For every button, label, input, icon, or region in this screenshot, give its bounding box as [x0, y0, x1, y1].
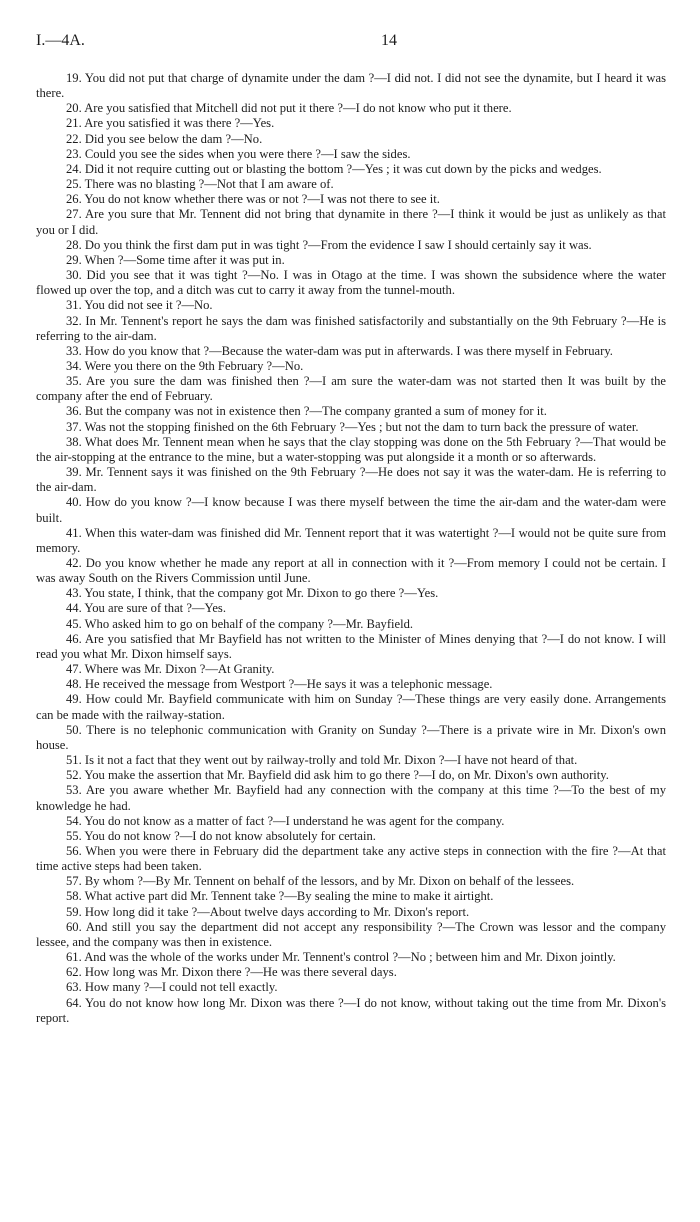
question-answer: 30. Did you see that it was tight ?—No. I was in Otago at the time. I was shown the subsidence where the water flowed up over the top, and a ditch was cut to carry it away from the tunnel-mouth.	[36, 268, 666, 298]
question-answer: 62. How long was Mr. Dixon there ?—He was there several days.	[66, 965, 397, 980]
question-answer: 47. Where was Mr. Dixon ?—At Granity.	[66, 662, 275, 677]
question-answer: 52. You make the assertion that Mr. Bayfield did ask him to go there ?—I do, on Mr. Dixon's own authority.	[66, 768, 609, 783]
question-answer: 63. How many ?—I could not tell exactly.	[66, 980, 278, 995]
question-answer: 61. And was the whole of the works under Mr. Tennent's control ?—No ; between him and Mr. Dixon jointly.	[66, 950, 616, 965]
question-answer: 45. Who asked him to go on behalf of the company ?—Mr. Bayfield.	[66, 616, 414, 631]
question-answer: 21. Are you satisfied it was there ?—Yes.	[66, 116, 275, 131]
question-answer: 43. You state, I think, that the company got Mr. Dixon to go there ?—Yes.	[66, 586, 439, 601]
question-answer: 39. Mr. Tennent says it was finished on the 9th February ?—He does not say it was the water-dam. He is referring to the air-dam.	[36, 465, 666, 495]
question-answer: 56. When you were there in February did the department take any active steps in connection with the fire ?—At that time active steps had been taken.	[36, 843, 666, 874]
question-answer: 44. You are sure of that ?—Yes.	[66, 601, 226, 616]
question-answer: 25. There was no blasting ?—Not that I am aware of.	[66, 177, 334, 192]
question-answer: 35. Are you sure the dam was finished then ?—I am sure the water-dam was not started then It was built by the company after the end of February.	[36, 374, 666, 404]
question-answer: 20. Are you satisfied that Mitchell did not put it there ?—I do not know who put it there.	[66, 101, 512, 116]
question-answer: 48. He received the message from Westport ?—He says it was a telephonic message.	[66, 677, 493, 692]
question-answer: 24. Did it not require cutting out or blasting the bottom ?—Yes ; it was cut down by the picks and wedges.	[66, 161, 602, 176]
page-number: 14	[381, 32, 397, 49]
evidence-transcript	[36, 71, 666, 1026]
question-answer: 28. Do you think the first dam put in was tight ?—From the evidence I saw I should certainly say it was.	[66, 237, 592, 252]
question-answer: 41. When this water-dam was finished did Mr. Tennent report that it was watertight ?—I would not be quite sure from memory.	[36, 525, 666, 555]
question-answer: 57. By whom ?—By Mr. Tennent on behalf of the lessors, and by Mr. Dixon on behalf of the lessees.	[66, 874, 575, 889]
question-answer: 50. There is no telephonic communication with Granity on Sunday ?—There is a private wire in Mr. Dixon's own house.	[36, 722, 666, 752]
question-answer: 59. How long did it take ?—About twelve days according to Mr. Dixon's report.	[66, 904, 470, 919]
question-answer: 26. You do not know whether there was or not ?—I was not there to see it.	[66, 192, 440, 207]
question-answer: 31. You did not see it ?—No.	[66, 298, 213, 313]
question-answer: 58. What active part did Mr. Tennent take ?—By sealing the mine to make it airtight.	[66, 889, 494, 904]
question-answer: 29. When ?—Some time after it was put in.	[66, 252, 285, 267]
question-answer: 22. Did you see below the dam ?—No.	[66, 131, 263, 146]
question-answer: 60. And still you say the department did not accept any responsibility ?—The Crown was lessor and the company lessee, and the company was then in existence.	[36, 919, 666, 949]
page-header	[36, 32, 668, 52]
question-answer: 32. In Mr. Tennent's report he says the dam was finished satisfactorily and substantially on the 9th February ?—He is referring to the air-dam.	[36, 313, 666, 343]
question-answer: 37. Was not the stopping finished on the 6th February ?—Yes ; but not the dam to turn back the pressure of water.	[66, 419, 639, 434]
question-answer: 51. Is it not a fact that they went out by railway-trolly and told Mr. Dixon ?—I have not heard of that.	[66, 753, 578, 768]
question-answer: 38. What does Mr. Tennent mean when he says that the clay stopping was done on the 5th February ?—That would be the air-stopping at the entrance to the mine, but a water-stopping was put alongside it a month or so afterwards.	[36, 434, 666, 464]
question-answer: 49. How could Mr. Bayfield communicate with him on Sunday ?—These things are very easily done. Arrangements can be made with the railway-station.	[36, 692, 666, 722]
question-answer: 33. How do you know that ?—Because the water-dam was put in afterwards. I was there myself in February.	[66, 343, 613, 358]
document-reference: I.—4A.	[36, 32, 85, 49]
question-answer: 64. You do not know how long Mr. Dixon was there ?—I do not know, without taking out the time from Mr. Dixon's report.	[36, 995, 666, 1025]
question-answer: 42. Do you know whether he made any report at all in connection with it ?—From memory I could not be certain. I was away South on the Rivers Commission until June.	[36, 556, 666, 586]
question-answer: 19. You did not put that charge of dynamite under the dam ?—I did not. I did not see the dynamite, but I heard it was there.	[36, 71, 666, 101]
question-answer: 34. Were you there on the 9th February ?—No.	[66, 358, 304, 373]
question-answer: 36. But the company was not in existence then ?—The company granted a sum of money for it.	[66, 404, 547, 419]
question-answer: 27. Are you sure that Mr. Tennent did not bring that dynamite in there ?—I think it would be just as unlikely as that you or I did.	[36, 207, 666, 237]
question-answer: 40. How do you know ?—I know because I was there myself between the time the air-dam and the water-dam were built.	[36, 495, 666, 525]
question-answer: 23. Could you see the sides when you were there ?—I saw the sides.	[66, 146, 411, 161]
question-answer: 54. You do not know as a matter of fact ?—I understand he was agent for the company.	[66, 813, 505, 828]
question-answer: 46. Are you satisfied that Mr Bayfield has not written to the Minister of Mines denying that ?—I do not know. I will read you what Mr. Dixon himself says.	[36, 631, 666, 661]
question-answer: 55. You do not know ?—I do not know absolutely for certain.	[66, 828, 376, 843]
question-answer: 53. Are you aware whether Mr. Bayfield had any connection with the company at this time ?—To the best of my knowledge he had.	[36, 783, 666, 813]
